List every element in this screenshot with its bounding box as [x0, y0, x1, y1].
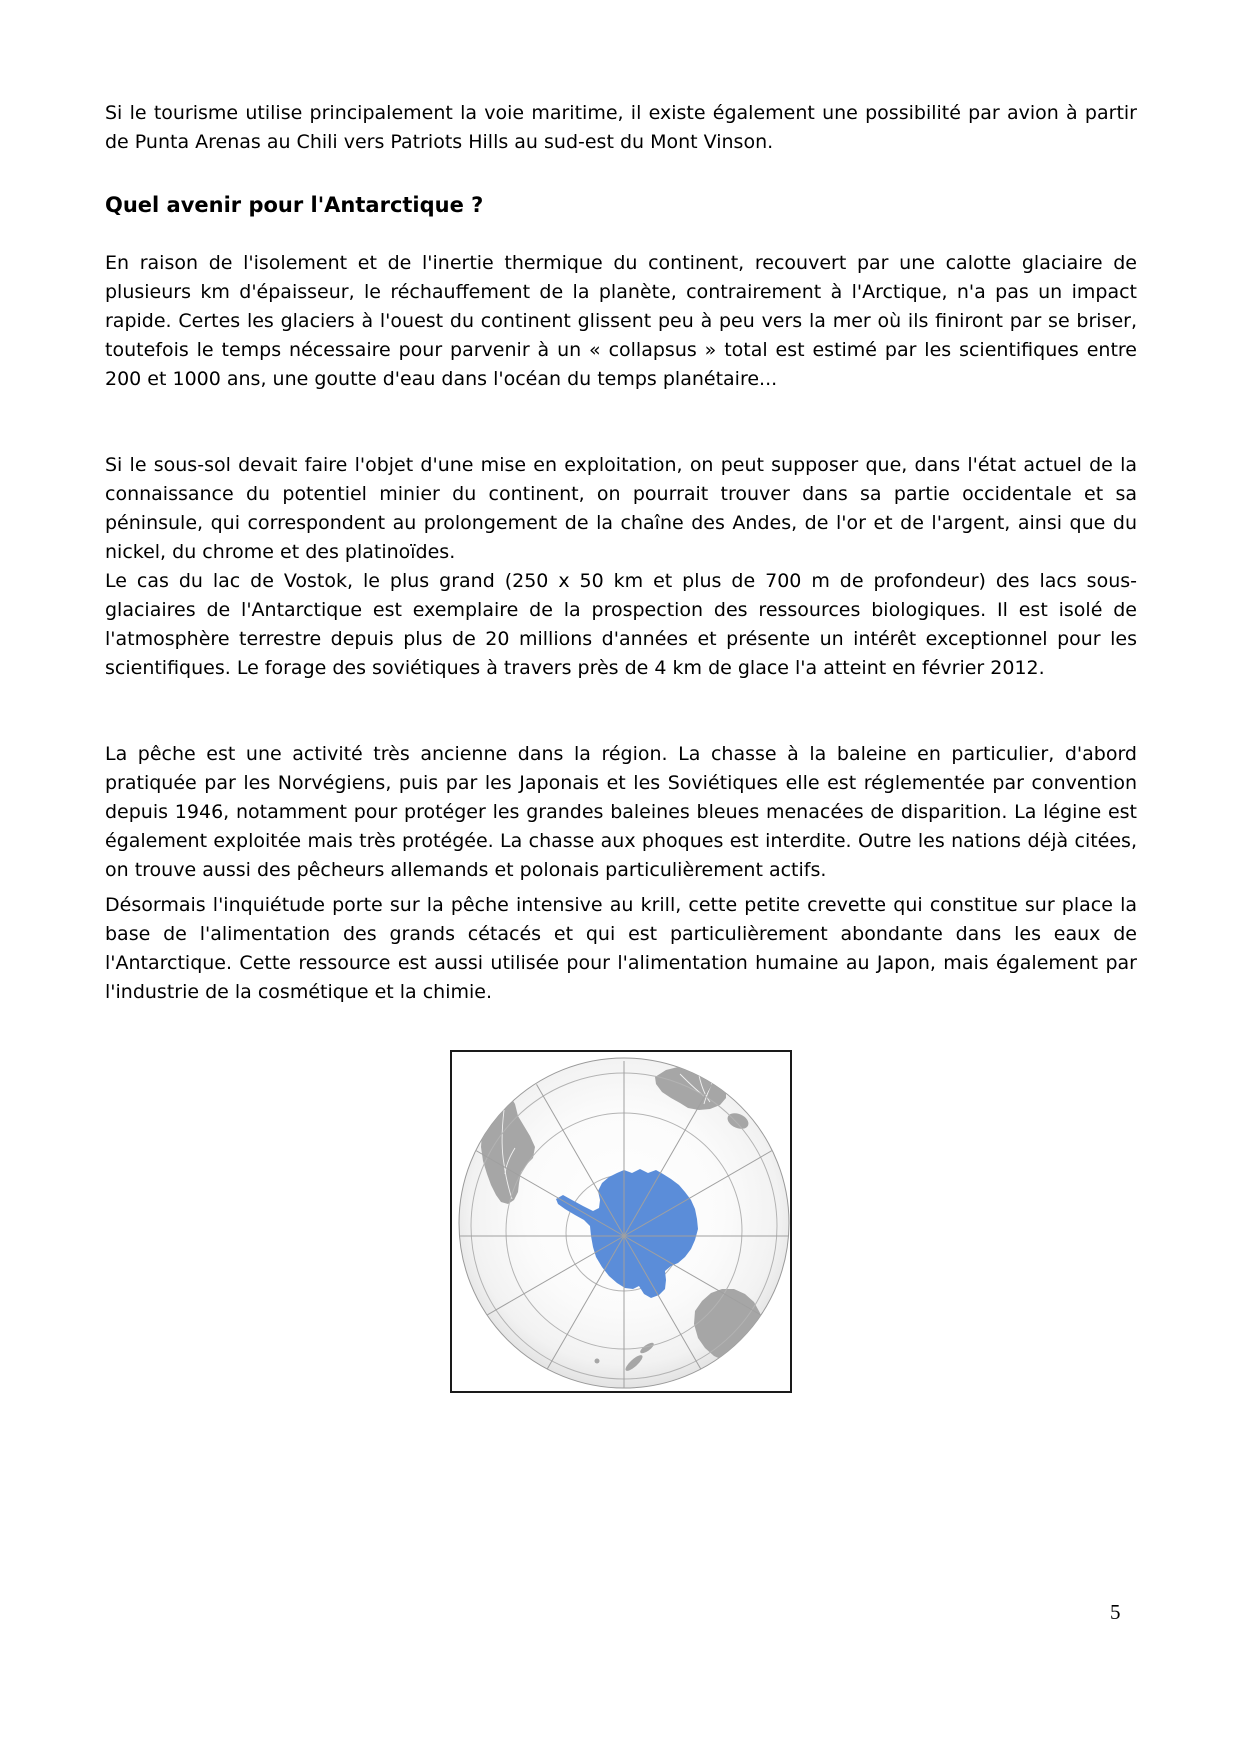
body-paragraph-vostok: Le cas du lac de Vostok, le plus grand (250 x 50 km et plus de 700 m de profondeur) des lacs sous-glaciaires de l'Antarctique est exemplaire de la prospection des ressources biologiques. Il est isolé de l'atmosphère terrestre depuis plus de 20 millions d'années et présente un intérêt exceptionnel pour les scientifiques. Le forage des soviétiques à travers près de 4 km de glace l'a atteint en février 2012.	[105, 570, 1137, 679]
body-paragraph-mining: Si le sous-sol devait faire l'objet d'une mise en exploitation, on peut supposer que, dans l'état actuel de la connaissance du potentiel minier du continent, on pourrait trouver dans sa partie occidentale et sa péninsule, qui correspondent au prolongement de la chaîne des Andes, de l'or et de l'argent, ainsi que du nickel, du chrome et des platinoïdes.	[105, 454, 1137, 563]
body-paragraph-climate: En raison de l'isolement et de l'inertie thermique du continent, recouvert par une calotte glaciaire de plusieurs km d'épaisseur, le réchauffement de la planète, contrairement à l'Arctique, n'a pas un impact rapide. Certes les glaciers à l'ouest du continent glissent peu à peu vers la mer où ils finiront par se briser, toutefois le temps nécessaire pour parvenir à un « collapsus » total est estimé par les scientifiques entre 200 et 1000 ans, une goutte d'eau dans l'océan du temps planétaire...	[105, 252, 1137, 390]
intro-paragraph: Si le tourisme utilise principalement la voie maritime, il existe également une possibilité par avion à partir de Punta Arenas au Chili vers Patriots Hills au sud-est du Mont Vinson.	[105, 102, 1137, 153]
body-paragraph-fishing: La pêche est une activité très ancienne dans la région. La chasse à la baleine en particulier, d'abord pratiquée par les Norvégiens, puis par les Japonais et les Soviétiques elle est réglementée par convention depuis 1946, notamment pour protéger les grandes baleines bleues menacées de disparition. La légine est également exploitée mais très protégée. La chasse aux phoques est interdite. Outre les nations déjà citées, on trouve aussi des pêcheurs allemands et polonais particulièrement actifs.	[105, 743, 1137, 881]
small-island-shape	[595, 1359, 600, 1364]
antarctica-globe-figure	[450, 1050, 792, 1393]
body-paragraph-krill: Désormais l'inquiétude porte sur la pêche intensive au krill, cette petite crevette qui constitue sur place la base de l'alimentation des grands cétacés et qui est particulièrement abondante dans les eaux de l'Antarctique. Cette ressource est aussi utilisée pour l'alimentation humaine au Japon, mais également par l'industrie de la cosmétique et la chimie.	[105, 894, 1137, 1003]
section-heading: Quel avenir pour l'Antarctique ?	[105, 193, 484, 217]
page-number: 5	[1110, 1600, 1121, 1624]
document-content	[105, 99, 1137, 1393]
antarctica-globe-map	[452, 1052, 790, 1391]
